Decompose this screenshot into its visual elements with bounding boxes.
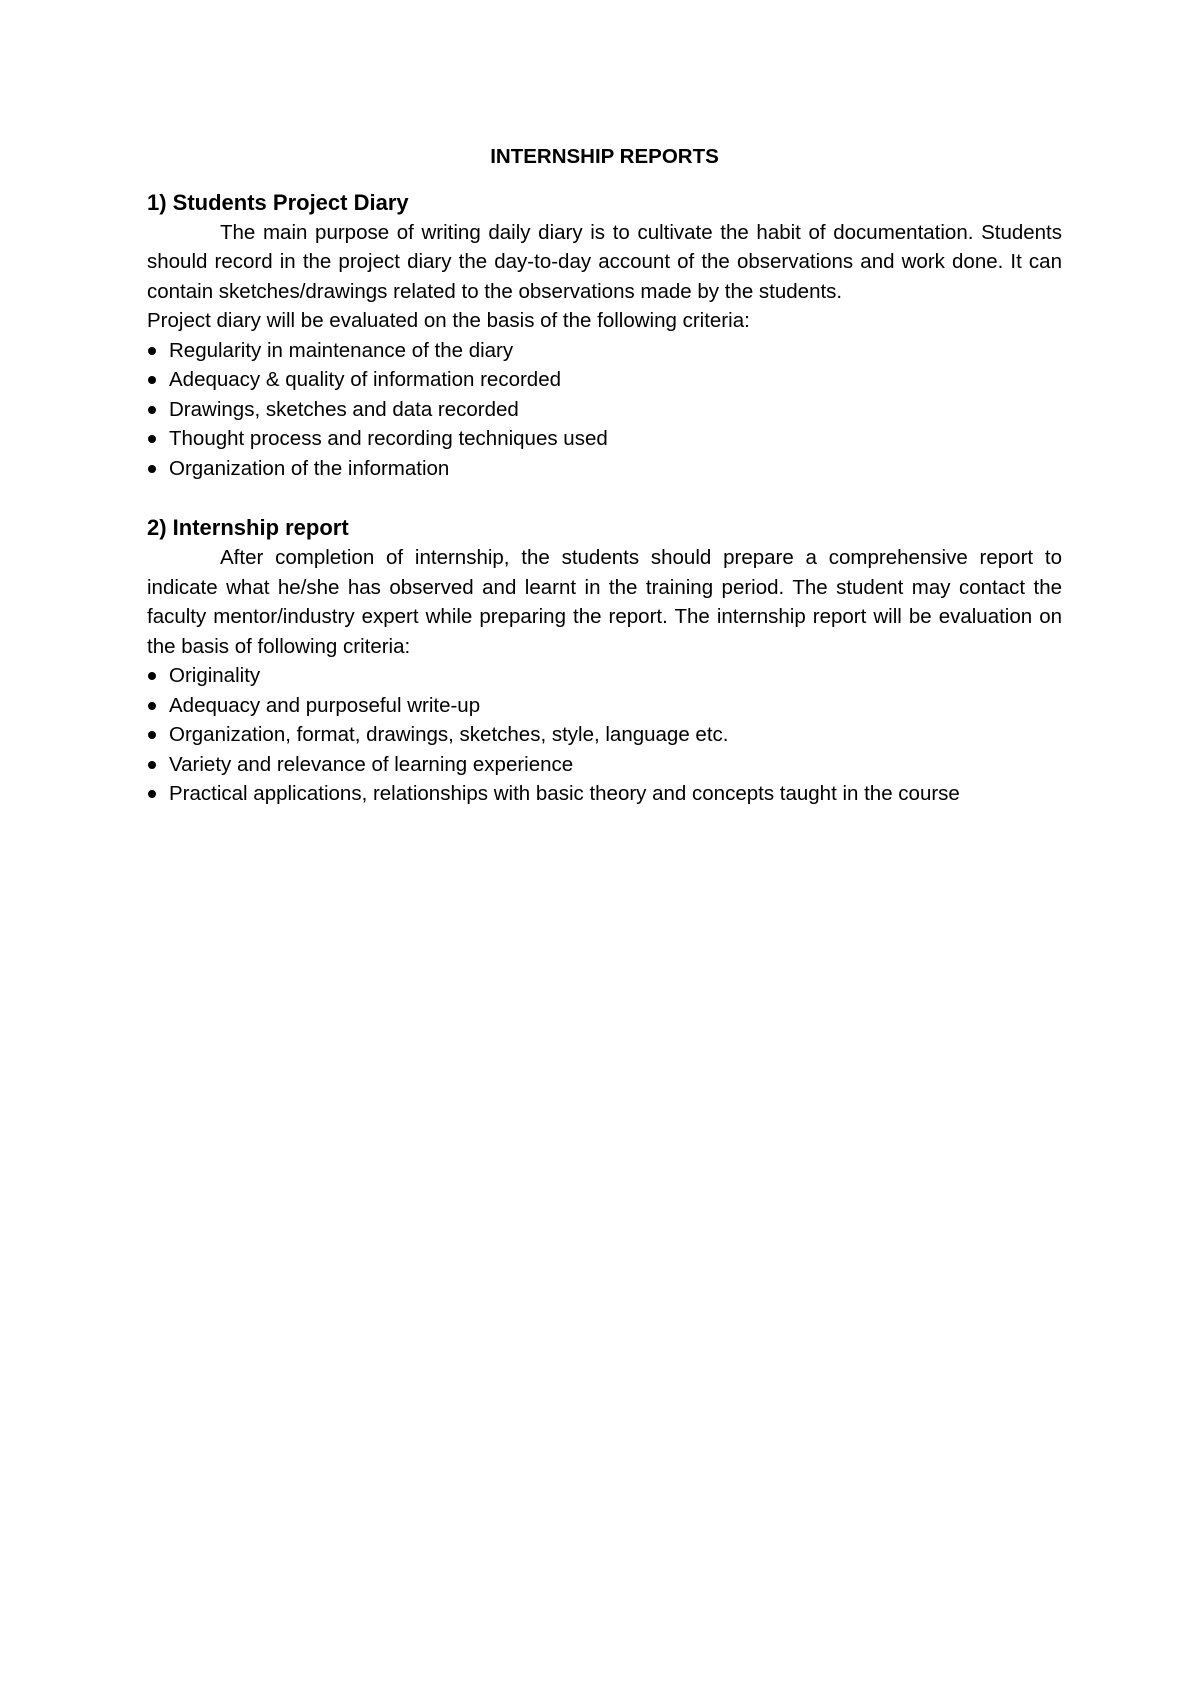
criteria-lead: Project diary will be evaluated on the basis of the following criteria:: [147, 309, 750, 332]
list-item: [147, 661, 1062, 691]
list-item: [147, 691, 1062, 721]
section-internship-report: [147, 513, 1062, 809]
list-item-text: Adequacy and purposeful write-up: [169, 693, 481, 717]
bullet-icon: [148, 465, 156, 473]
list-item: [147, 779, 1062, 809]
list-item-text: Adequacy & quality of information recorded: [169, 368, 562, 391]
list-item: [147, 336, 1062, 366]
bullet-icon: [148, 347, 156, 355]
section-paragraph: The main purpose of writing daily diary is to cultivate the habit of documentation. Students should record in the project diary the day-to-day account of the observations and work done. It can contain sketches/drawings related to the observations made by the students.: [147, 220, 1062, 303]
list-item: [147, 395, 1062, 425]
section-spacer: [147, 483, 1062, 513]
section-paragraph: After completion of internship, the students should prepare a comprehensive report to indicate what he/she has observed and learnt in the training period. The student may contact the faculty mentor/industry expert while preparing the report. The internship report will be evaluation on the basis of following criteria:: [147, 546, 1062, 658]
document-page: [147, 142, 1062, 809]
list-item: [147, 750, 1062, 780]
bullet-icon: [148, 435, 156, 443]
bullet-icon: [148, 672, 156, 680]
list-item-text: Regularity in maintenance of the diary: [169, 338, 514, 362]
list-item-text: Drawings, sketches and data recorded: [169, 397, 519, 421]
bullet-icon: [148, 761, 156, 769]
list-item-text: Originality: [169, 664, 261, 687]
criteria-list: [147, 336, 1062, 484]
bullet-icon: [148, 790, 156, 798]
bullet-icon: [148, 376, 156, 384]
criteria-list: [147, 661, 1062, 809]
list-item-text: Organization, format, drawings, sketches, style, language etc.: [169, 723, 729, 746]
list-item-text: Thought process and recording techniques used: [169, 427, 608, 450]
bullet-icon: [148, 731, 156, 739]
bullet-icon: [148, 702, 156, 710]
list-item-text: Variety and relevance of learning experience: [169, 752, 574, 776]
list-item: [147, 365, 1062, 395]
section-project-diary: [147, 188, 1062, 484]
section-heading: 2) Internship report: [147, 515, 349, 540]
list-item-text: Practical applications, relationships with basic theory and concepts taught in the course: [169, 782, 960, 805]
bullet-icon: [148, 406, 156, 414]
list-item: [147, 720, 1062, 750]
section-heading: 1) Students Project Diary: [147, 189, 409, 215]
document-title: INTERNSHIP REPORTS: [490, 145, 719, 168]
list-item-text: Organization of the information: [169, 456, 450, 480]
list-item: [147, 454, 1062, 484]
list-item: [147, 424, 1062, 454]
